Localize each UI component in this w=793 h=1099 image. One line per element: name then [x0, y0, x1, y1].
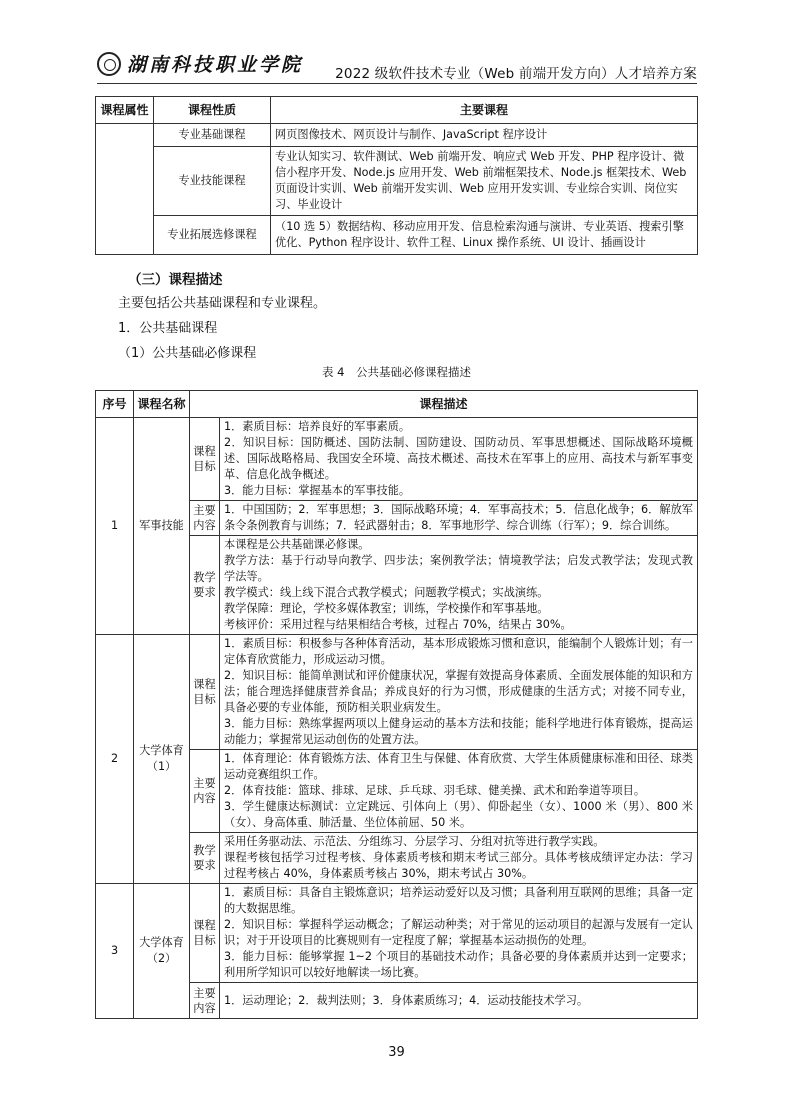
- course-type: 专业基础课程: [154, 124, 271, 147]
- desc-line: 1．中国国防；2．军事思想；3．国际战略环境；4．军事高技术；5．信息化战争；6．解放军条令条例教育与训练；7．轻武器射击；8．军事地形学、综合训练（行军）；9．综合训练。: [224, 503, 693, 532]
- table-row: [96, 216, 698, 255]
- desc-line: 1．运动理论；2．裁判法则；3．身体素质练习；4．运动技能技术学习。: [224, 993, 589, 1007]
- course-number: 2: [96, 635, 134, 884]
- course-requirement-text: [220, 833, 698, 884]
- course-requirement-label: 教学要求: [190, 833, 220, 884]
- desc-line: 教学模式：线上线下混合式教学模式；问题教学模式；实战演练。: [224, 586, 549, 599]
- table-row: [96, 884, 698, 983]
- column-header: 课程名称: [134, 391, 190, 418]
- desc-line: 3．能力目标：熟练掌握两项以上健身运动的基本方法和技能；能科学地进行体育锻炼，提高运动能力；掌握常见运动创伤的处置方法。: [224, 717, 693, 746]
- table-row: [96, 124, 698, 147]
- column-header: 课程属性: [96, 97, 154, 124]
- desc-line: 采用任务驱动法、示范法、分组练习、分层学习、分组对抗等进行教学实践。: [224, 835, 605, 848]
- course-description-table: [95, 390, 698, 1019]
- intro-paragraph: 主要包括公共基础课程和专业课程。: [118, 296, 327, 311]
- section-heading: （三）课程描述: [128, 272, 223, 288]
- main-courses: （10 选 5）数据结构、移动应用开发、信息检索沟通与演讲、专业英语、搜索引擎优化、Python 程序设计、软件工程、Linux 操作系统、UI 设计、插画设计: [271, 216, 698, 255]
- desc-line: 考核评价：采用过程与结果相结合考核，过程占 70%，结果占 30%。: [224, 618, 572, 631]
- logo-text: 湖南科技职业学院: [127, 54, 304, 76]
- desc-line: 1．素质目标：积极参与各种体育活动，基本形成锻炼习惯和意识，能编制个人锻炼计划；有一定体育欣赏能力，形成运动习惯。: [224, 637, 693, 666]
- desc-line: 3．学生健康达标测试：立定跳远、引体向上（男）、仰卧起坐（女）、1000 米（男）、800 米（女）、身高体重、肺活量、坐位体前屈、50 米。: [224, 800, 693, 829]
- column-header: 序号: [96, 391, 134, 418]
- table-row: [96, 147, 698, 216]
- course-type: 专业技能课程: [154, 147, 271, 216]
- desc-line: 2．知识目标：能简单测试和评价健康状况，掌握有效提高身体素质、全面发展体能的知识和方法；能合理选择健康营养食品；养成良好的行为习惯，形成健康的生活方式；对接不同专业，具备必要的专业体能，预防相关职业病发生。: [224, 669, 693, 714]
- course-goal-label: 课程目标: [190, 884, 220, 983]
- column-header: 课程描述: [190, 391, 698, 418]
- course-requirement-label: 教学要求: [190, 536, 220, 635]
- course-requirement-text: [220, 536, 698, 635]
- page-number: 39: [388, 1045, 405, 1060]
- page-header: [97, 50, 697, 84]
- course-number: 1: [96, 418, 134, 635]
- desc-line: 2．体育技能：篮球、排球、足球、乒乓球、羽毛球、健美操、武术和跆拳道等项目。: [224, 784, 646, 797]
- desc-line: 1．素质目标：具备自主锻炼意识；培养运动爱好以及习惯；具备利用互联网的思维；具备一定的大数据思维。: [224, 886, 693, 915]
- document-title: 2022 级软件技术专业（Web 前端开发方向）人才培养方案: [335, 66, 697, 82]
- course-name: 大学体育（1）: [134, 635, 190, 884]
- course-name: 大学体育（2）: [134, 884, 190, 1019]
- course-goal-text: [220, 635, 698, 750]
- column-header: 课程性质: [154, 97, 271, 124]
- subsection-heading: （1）公共基础必修课程: [118, 346, 257, 361]
- course-type: 专业拓展选修课程: [154, 216, 271, 255]
- table-caption: 表 4 公共基础必修课程描述: [322, 365, 471, 379]
- desc-line: 3．能力目标：掌握基本的军事技能。: [224, 484, 411, 497]
- course-attribute-cell: [96, 124, 154, 255]
- course-content-text: [220, 750, 698, 833]
- course-goal-label: 课程目标: [190, 635, 220, 750]
- desc-line: 教学保障：理论，学校多媒体教室；训练，学校操作和军事基地。: [224, 602, 549, 615]
- desc-line: 1．素质目标：培养良好的军事素质。: [224, 420, 411, 433]
- desc-line: 2．知识目标：国防概述、国防法制、国防建设、国防动员、军事思想概述、国际战略环境概述、国际战略格局、我国安全环境、高技术概述、高技术在军事上的应用、高技术与新军事变革、信息化战争概述。: [224, 436, 693, 481]
- table-row: [96, 418, 698, 501]
- table-header-row: [96, 97, 698, 124]
- main-courses: 专业认知实习、软件测试、Web 前端开发、响应式 Web 开发、PHP 程序设计、微信小程序开发、Node.js 应用开发、Web 前端框架技术、Node.js 框架技术、Web 页面设计实训、Web 前端开发实训、Web 应用开发实训、专业综合实训、岗位实习、毕业设计: [271, 147, 698, 216]
- column-header: 主要课程: [271, 97, 698, 124]
- course-content-label: 主要内容: [190, 750, 220, 833]
- course-content-text: [220, 501, 698, 536]
- course-content-label: 主要内容: [190, 501, 220, 536]
- school-logo: [97, 50, 303, 77]
- header-divider: [97, 83, 697, 84]
- table-row: [96, 635, 698, 750]
- course-goal-label: 课程目标: [190, 418, 220, 501]
- course-goal-text: [220, 884, 698, 983]
- course-content-label: 主要内容: [190, 983, 220, 1019]
- subsection-heading: 1．公共基础课程: [118, 321, 218, 336]
- table-header-row: [96, 391, 698, 418]
- desc-line: 本课程是公共基础课必修课。: [224, 538, 370, 551]
- desc-line: 课程考核包括学习过程考核、身体素质考核和期末考试三部分。具体考核成绩评定办法：学习过程考核占 40%，身体素质考核占 30%，期末考试占 30%。: [224, 851, 693, 880]
- main-courses: 网页图像技术、网页设计与制作、JavaScript 程序设计: [271, 124, 698, 147]
- school-seal-icon: [97, 52, 121, 76]
- course-content-text: [220, 983, 698, 1019]
- desc-line: 2．知识目标：掌握科学运动概念；了解运动种类；对于常见的运动项目的起源与发展有一定认识；对于开设项目的比赛规则有一定程度了解；掌握基本运动损伤的处理。: [224, 918, 693, 947]
- desc-line: 教学方法：基于行动导向教学、四步法；案例教学法；情境教学法；启发式教学法；发现式教学法等。: [224, 554, 693, 583]
- course-goal-text: [220, 418, 698, 501]
- desc-line: 3．能力目标：能够掌握 1~2 个项目的基础技术动作；具备必要的身体素质并达到一定要求；利用所学知识可以较好地解读一场比赛。: [224, 950, 693, 979]
- desc-line: 1．体育理论：体育锻炼方法、体育卫生与保健、体育欣赏、大学生体质健康标准和田径、球类运动竞赛组织工作。: [224, 752, 693, 781]
- course-name: 军事技能: [134, 418, 190, 635]
- courses-table: [95, 96, 698, 255]
- course-number: 3: [96, 884, 134, 1019]
